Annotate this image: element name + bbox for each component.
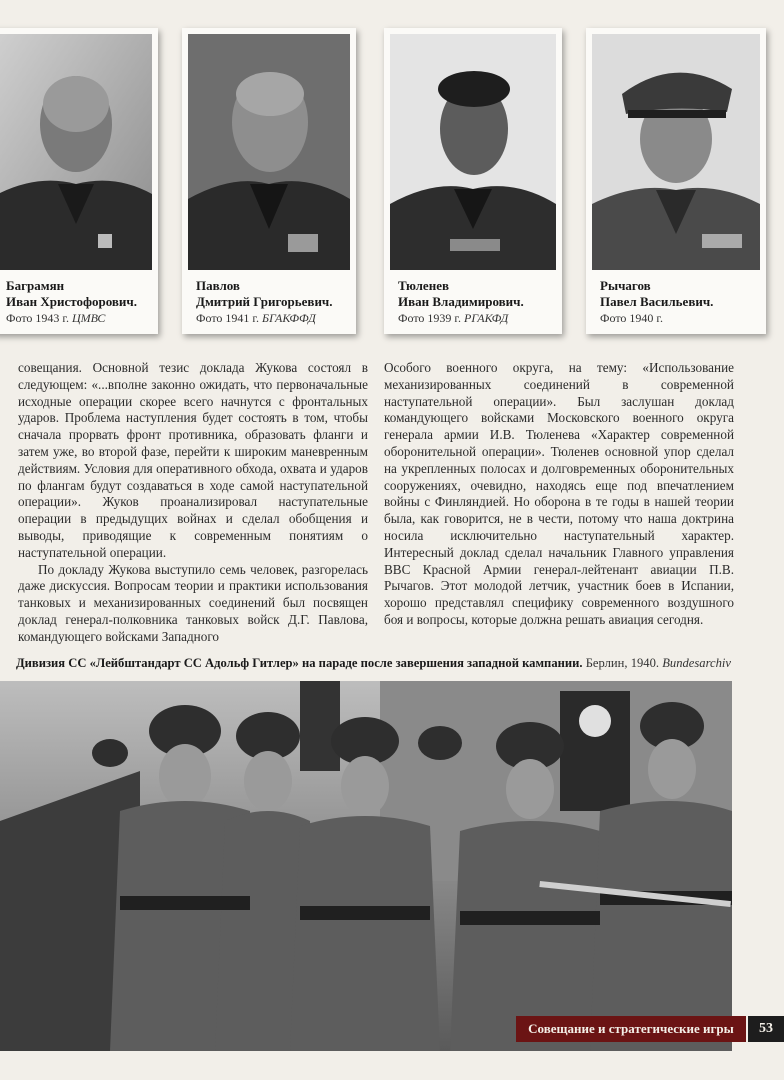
portrait-photo-tyulenev xyxy=(390,34,556,270)
portrait-photo-year: Фото 1940 г. xyxy=(600,311,663,325)
portrait-photo-year: Фото 1941 г. xyxy=(196,311,259,325)
portrait-card-pavlov xyxy=(182,28,356,334)
paragraph: По докладу Жукова выступило семь человек, разгорелась даже дискуссия. Вопросам теории и практики использования танковых и механизированных соединений был посвящен доклад генерал-полковника танковых войск Д.Г. Павлова, командующего войсками Западного xyxy=(18,561,368,644)
portrait-card-bagramyan xyxy=(0,28,158,334)
paragraph: совещания. Основной тезис доклада Жукова состоял в следующем: «...вполне законно ожидать, что первоначальные исходные операции скорее всего начнутся с фронтальных ударов. Проблема наступления будет состоять в том, чтобы сначала прорвать фронт противника, образовать фланги и затем уже, во второй фазе, перейти к широким маневренным действиям. Условия для оперативного обхода, охвата и ударов по флангам будут создаваться в ходе самой наступательной операции». Жуков проанализировал наступательные операции в предыдущих войнах и сделал обобщения и выводы, приводящие к современным понятиям о наступательной операции. xyxy=(18,360,368,560)
portrait-name: Рычагов xyxy=(600,278,651,293)
portrait-photo-rychagov xyxy=(592,34,760,270)
portrait-card-tyulenev xyxy=(384,28,562,334)
text-column-left xyxy=(18,360,368,646)
text-column-right xyxy=(384,360,734,629)
portrait-name: Павлов xyxy=(196,278,240,293)
portrait-source: БГАКФФД xyxy=(261,311,316,325)
caption-place-year: Берлин, 1940. xyxy=(585,656,660,670)
parade-photo xyxy=(0,681,732,1051)
section-footer-label: Совещание и стратегические игры xyxy=(516,1016,746,1042)
portrait-source: ЦМВС xyxy=(71,311,106,325)
portrait-patronymic: Иван Христофорович. xyxy=(6,294,137,309)
paragraph: Особого военного округа, на тему: «Использование механизированных соединений в современной наступательной операции». Был заслушан доклад командующего войсками Московского военного округа генерала армии И.В. Тюленева «Характер современной оборонительной операции». Тюленев основной упор сделал на укрепленных полосах и долговременных оборонительных сооружениях, очевидно, находясь еще под впечатлением войны с Финляндией. Но оборона в те годы в нашей теории была, как говорится, не в чести, потому что наша доктрина носила исключительно наступательный характер. Интересный доклад сделал начальник Главного управления ВВС Красной Армии генерал-лейтенант авиации П.В. Рычагов. Этот молодой летчик, участник боев в Испании, хорошо представлял специфику современного воздушного боя и вопросы, которые должна решать авиация сегодня. xyxy=(384,360,734,627)
portrait-patronymic: Павел Васильевич. xyxy=(600,294,714,309)
caption-title: Дивизия СС «Лейбштандарт СС Адольф Гитлер» на параде после завершения западной кампании. xyxy=(16,656,583,670)
parade-photo-caption xyxy=(16,656,784,671)
portrait-patronymic: Иван Владимирович. xyxy=(398,294,524,309)
portrait-photo-bagramyan xyxy=(0,34,152,270)
portrait-source: РГАКФД xyxy=(463,311,509,325)
page-number: 53 xyxy=(748,1016,784,1042)
portrait-patronymic: Дмитрий Григорьевич. xyxy=(196,294,333,309)
portrait-photo-pavlov xyxy=(188,34,350,270)
caption-source: Bundesarchiv xyxy=(662,656,731,670)
portrait-card-rychagov xyxy=(586,28,766,334)
portrait-name: Баграмян xyxy=(6,278,65,293)
portrait-photo-year: Фото 1939 г. xyxy=(398,311,461,325)
portrait-name: Тюленев xyxy=(398,278,449,293)
portrait-photo-year: Фото 1943 г. xyxy=(6,311,69,325)
